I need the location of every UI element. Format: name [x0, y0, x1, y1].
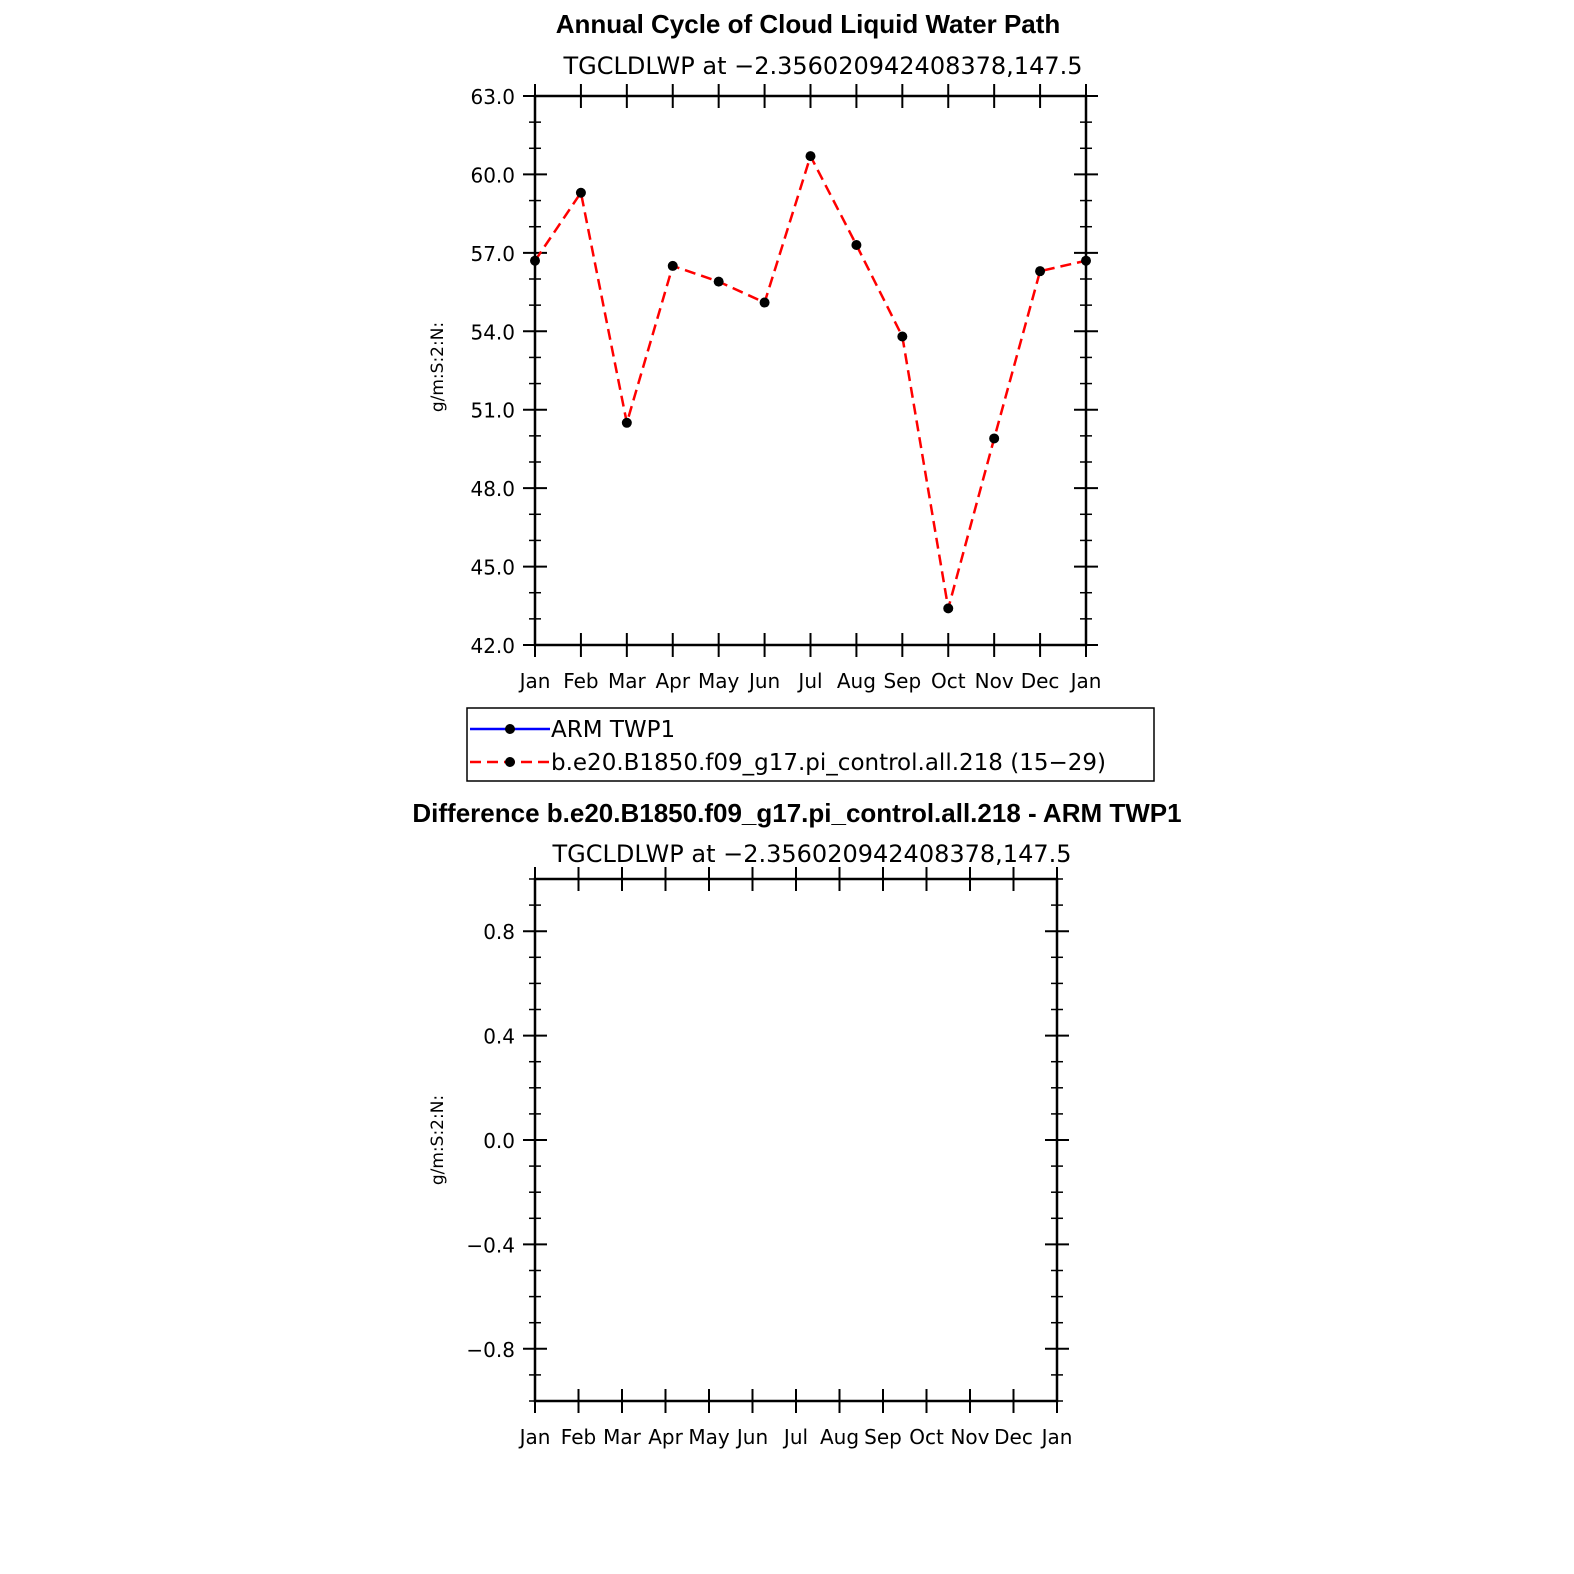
chart-1-subtitle: TGCLDLWP at −2.356020942408378,147.5 [563, 52, 1083, 80]
chart-2-subtitle: TGCLDLWP at −2.356020942408378,147.5 [552, 840, 1072, 868]
xtick-label: Mar [607, 669, 646, 693]
data-point [714, 277, 724, 287]
data-point [668, 261, 678, 271]
data-point [760, 298, 770, 308]
chart-2-plot-frame [535, 879, 1057, 1401]
xtick-label: Sep [883, 669, 922, 693]
ytick-label: 48.0 [470, 477, 515, 502]
ytick-label: 54.0 [470, 320, 515, 345]
data-point [1035, 266, 1045, 276]
xtick-label: Jan [519, 1425, 551, 1449]
ytick-label: 45.0 [470, 555, 515, 580]
ytick-label: −0.8 [466, 1337, 515, 1362]
chart-1-series [530, 151, 1091, 613]
xtick-label: Jun [748, 669, 781, 693]
xtick-label: Mar [603, 1425, 641, 1449]
xtick-label: Jul [783, 1425, 809, 1449]
xtick-label: Nov [974, 669, 1014, 693]
xtick-label: Jan [1041, 1425, 1073, 1449]
legend-label-model: b.e20.B1850.f09_g17.pi_control.all.218 (15−29) [551, 750, 1106, 776]
xtick-label: May [688, 1425, 730, 1449]
xtick-label: Dec [1020, 669, 1060, 693]
data-point [851, 240, 861, 250]
legend-label-arm: ARM TWP1 [551, 717, 676, 743]
xtick-label: Oct [909, 1425, 944, 1449]
ytick-label: −0.4 [466, 1233, 515, 1258]
ytick-label: 0.8 [483, 920, 515, 945]
chart-2-title: Difference b.e20.B1850.f09_g17.pi_control.all.218 - ARM TWP1 [412, 798, 1182, 828]
chart-2-ticks [523, 867, 1069, 1413]
xtick-label: Feb [560, 1425, 597, 1449]
ytick-label: 57.0 [470, 241, 515, 266]
chart-1-xtick-labels [518, 669, 1102, 693]
legend [467, 708, 1154, 781]
xtick-label: Nov [950, 1425, 990, 1449]
chart-1-ytick-labels [470, 85, 515, 658]
xtick-label: Jun [736, 1425, 769, 1449]
data-point [576, 188, 586, 198]
legend-marker-model [505, 757, 515, 767]
xtick-label: Oct [930, 669, 966, 693]
xtick-label: Apr [648, 1425, 683, 1449]
chart-2-xtick-labels [518, 1425, 1073, 1449]
data-point [622, 418, 632, 428]
series-line-model [535, 156, 1086, 608]
data-point [943, 603, 953, 613]
data-point [989, 433, 999, 443]
xtick-label: May [697, 669, 740, 693]
chart-1-title: Annual Cycle of Cloud Liquid Water Path [555, 9, 1061, 39]
data-point [897, 332, 907, 342]
ytick-label: 0.0 [483, 1129, 515, 1153]
xtick-label: Aug [836, 669, 876, 693]
xtick-label: Sep [864, 1425, 902, 1449]
ytick-label: 60.0 [470, 163, 515, 188]
xtick-label: Apr [655, 669, 691, 693]
legend-marker-arm [505, 724, 515, 734]
xtick-label: Jan [1070, 669, 1102, 693]
ytick-label: 0.4 [483, 1024, 515, 1049]
data-point [806, 151, 816, 161]
chart-2-ytick-labels [466, 920, 515, 1362]
xtick-label: Dec [994, 1425, 1033, 1449]
chart-2-ylabel: g/m:S:2:N: [428, 1094, 448, 1186]
ytick-label: 63.0 [470, 85, 515, 109]
chart-1-ticks [523, 84, 1098, 657]
xtick-label: Jul [798, 669, 823, 693]
chart-1-ylabel: g/m:S:2:N: [428, 321, 448, 413]
difference-panel [412, 798, 1181, 1449]
annual-cycle-panel [428, 9, 1101, 693]
xtick-label: Jan [519, 669, 551, 693]
ytick-label: 51.0 [470, 398, 515, 423]
xtick-label: Feb [563, 669, 599, 693]
ytick-label: 42.0 [470, 634, 515, 658]
xtick-label: Aug [819, 1425, 860, 1449]
